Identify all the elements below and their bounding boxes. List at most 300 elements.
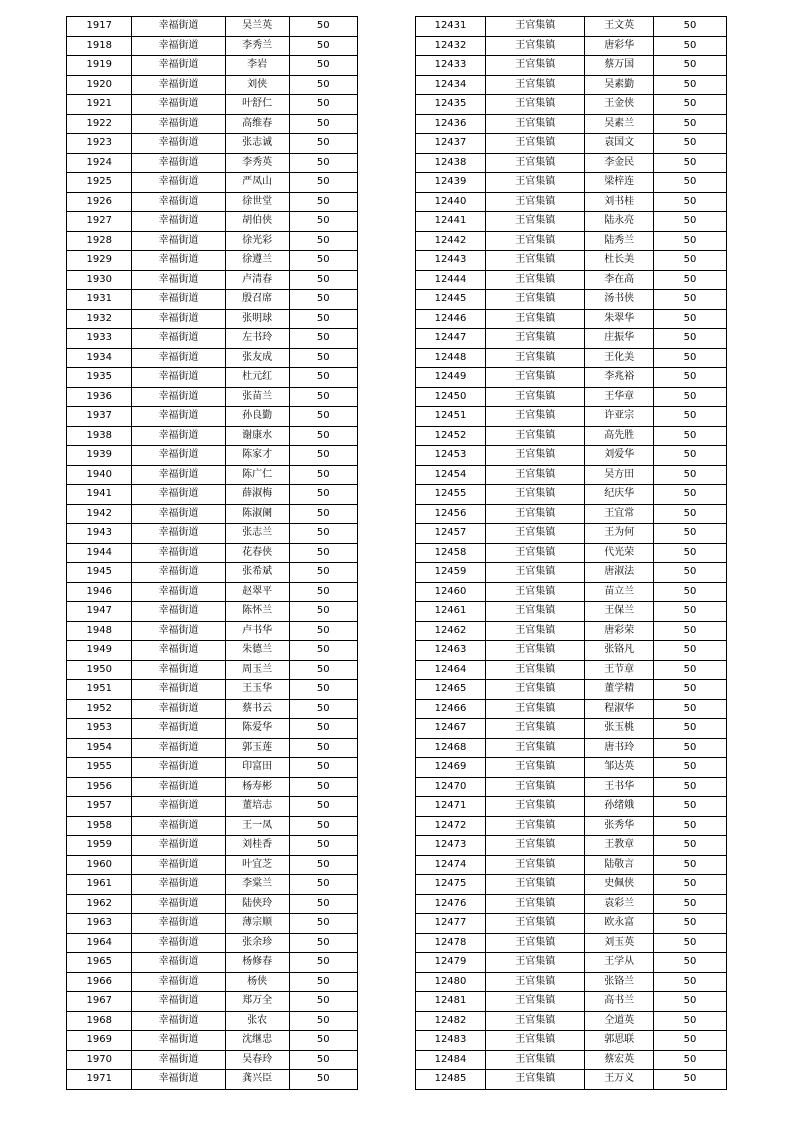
serial-number-cell: 12471 — [416, 797, 486, 817]
serial-number-cell: 1965 — [67, 953, 132, 973]
table-row — [67, 114, 358, 134]
roster-table-right — [415, 16, 727, 1090]
table-row — [416, 660, 727, 680]
amount-cell: 50 — [289, 738, 357, 758]
table-row — [416, 36, 727, 56]
person-name-cell: 严凤山 — [225, 173, 289, 193]
person-name-cell: 印富田 — [225, 758, 289, 778]
district-cell: 幸福街道 — [132, 173, 225, 193]
table-row — [416, 153, 727, 173]
district-cell: 王官集镇 — [485, 368, 585, 388]
person-name-cell: 陆秀兰 — [585, 231, 653, 251]
amount-cell: 50 — [653, 465, 726, 485]
table-row — [416, 621, 727, 641]
person-name-cell: 陆敬言 — [585, 855, 653, 875]
amount-cell: 50 — [653, 173, 726, 193]
roster-body-right — [416, 17, 727, 1090]
table-row — [67, 563, 358, 583]
person-name-cell: 李岩 — [225, 56, 289, 76]
person-name-cell: 李棠兰 — [225, 875, 289, 895]
table-row — [416, 582, 727, 602]
serial-number-cell: 12443 — [416, 251, 486, 271]
serial-number-cell: 1926 — [67, 192, 132, 212]
district-cell: 幸福街道 — [132, 36, 225, 56]
serial-number-cell: 12442 — [416, 231, 486, 251]
district-cell: 王官集镇 — [485, 680, 585, 700]
table-row — [67, 680, 358, 700]
district-cell: 王官集镇 — [485, 972, 585, 992]
amount-cell: 50 — [653, 36, 726, 56]
table-row — [67, 1070, 358, 1090]
table-row — [416, 738, 727, 758]
district-cell: 幸福街道 — [132, 309, 225, 329]
person-name-cell: 薄宗顺 — [225, 914, 289, 934]
table-row — [416, 1031, 727, 1051]
person-name-cell: 史佩侠 — [585, 875, 653, 895]
district-cell: 幸福街道 — [132, 231, 225, 251]
district-cell: 幸福街道 — [132, 816, 225, 836]
amount-cell: 50 — [653, 894, 726, 914]
amount-cell: 50 — [289, 75, 357, 95]
table-row — [416, 699, 727, 719]
table-row — [67, 777, 358, 797]
amount-cell: 50 — [653, 95, 726, 115]
table-row — [416, 894, 727, 914]
serial-number-cell: 1966 — [67, 972, 132, 992]
person-name-cell: 吴方田 — [585, 465, 653, 485]
table-row — [416, 290, 727, 310]
person-name-cell: 叶舒仁 — [225, 95, 289, 115]
serial-number-cell: 12456 — [416, 504, 486, 524]
table-row — [67, 855, 358, 875]
table-row — [416, 504, 727, 524]
amount-cell: 50 — [289, 504, 357, 524]
district-cell: 王官集镇 — [485, 836, 585, 856]
person-name-cell: 王一凤 — [225, 816, 289, 836]
amount-cell: 50 — [653, 446, 726, 466]
district-cell: 幸福街道 — [132, 660, 225, 680]
table-row — [416, 719, 727, 739]
person-name-cell: 李兆裕 — [585, 368, 653, 388]
amount-cell: 50 — [653, 738, 726, 758]
district-cell: 王官集镇 — [485, 816, 585, 836]
table-row — [67, 816, 358, 836]
district-cell: 王官集镇 — [485, 485, 585, 505]
person-name-cell: 董培志 — [225, 797, 289, 817]
district-cell: 幸福街道 — [132, 465, 225, 485]
amount-cell: 50 — [289, 1070, 357, 1090]
serial-number-cell: 12435 — [416, 95, 486, 115]
amount-cell: 50 — [653, 836, 726, 856]
person-name-cell: 郭思联 — [585, 1031, 653, 1051]
amount-cell: 50 — [289, 602, 357, 622]
district-cell: 幸福街道 — [132, 251, 225, 271]
person-name-cell: 王化美 — [585, 348, 653, 368]
amount-cell: 50 — [653, 1031, 726, 1051]
amount-cell: 50 — [289, 95, 357, 115]
table-row — [67, 173, 358, 193]
amount-cell: 50 — [289, 699, 357, 719]
person-name-cell: 欧永富 — [585, 914, 653, 934]
district-cell: 幸福街道 — [132, 56, 225, 76]
amount-cell: 50 — [289, 407, 357, 427]
person-name-cell: 唐书玲 — [585, 738, 653, 758]
district-cell: 幸福街道 — [132, 485, 225, 505]
serial-number-cell: 1947 — [67, 602, 132, 622]
table-row — [67, 621, 358, 641]
table-row — [416, 875, 727, 895]
serial-number-cell: 12458 — [416, 543, 486, 563]
district-cell: 幸福街道 — [132, 348, 225, 368]
serial-number-cell: 1930 — [67, 270, 132, 290]
table-row — [416, 173, 727, 193]
district-cell: 王官集镇 — [485, 17, 585, 37]
amount-cell: 50 — [289, 836, 357, 856]
person-name-cell: 王教章 — [585, 836, 653, 856]
district-cell: 王官集镇 — [485, 660, 585, 680]
district-cell: 王官集镇 — [485, 758, 585, 778]
district-cell: 幸福街道 — [132, 387, 225, 407]
amount-cell: 50 — [653, 251, 726, 271]
district-cell: 王官集镇 — [485, 407, 585, 427]
person-name-cell: 李在高 — [585, 270, 653, 290]
serial-number-cell: 1946 — [67, 582, 132, 602]
amount-cell: 50 — [289, 933, 357, 953]
serial-number-cell: 12452 — [416, 426, 486, 446]
amount-cell: 50 — [653, 1011, 726, 1031]
table-row — [416, 1070, 727, 1090]
amount-cell: 50 — [289, 777, 357, 797]
amount-cell: 50 — [289, 465, 357, 485]
serial-number-cell: 12437 — [416, 134, 486, 154]
district-cell: 幸福街道 — [132, 933, 225, 953]
amount-cell: 50 — [289, 270, 357, 290]
table-row — [67, 1050, 358, 1070]
serial-number-cell: 1968 — [67, 1011, 132, 1031]
table-row — [67, 270, 358, 290]
table-row — [67, 231, 358, 251]
district-cell: 王官集镇 — [485, 290, 585, 310]
serial-number-cell: 12436 — [416, 114, 486, 134]
serial-number-cell: 1944 — [67, 543, 132, 563]
district-cell: 王官集镇 — [485, 114, 585, 134]
person-name-cell: 张玉桃 — [585, 719, 653, 739]
person-name-cell: 张明球 — [225, 309, 289, 329]
person-name-cell: 唐彩荣 — [585, 621, 653, 641]
person-name-cell: 程淑华 — [585, 699, 653, 719]
district-cell: 王官集镇 — [485, 153, 585, 173]
table-row — [67, 426, 358, 446]
person-name-cell: 刘玉英 — [585, 933, 653, 953]
person-name-cell: 陈广仁 — [225, 465, 289, 485]
serial-number-cell: 1950 — [67, 660, 132, 680]
serial-number-cell: 12459 — [416, 563, 486, 583]
serial-number-cell: 1945 — [67, 563, 132, 583]
amount-cell: 50 — [653, 368, 726, 388]
person-name-cell: 张农 — [225, 1011, 289, 1031]
serial-number-cell: 12462 — [416, 621, 486, 641]
person-name-cell: 王保兰 — [585, 602, 653, 622]
serial-number-cell: 1961 — [67, 875, 132, 895]
amount-cell: 50 — [653, 641, 726, 661]
serial-number-cell: 12432 — [416, 36, 486, 56]
table-row — [67, 368, 358, 388]
serial-number-cell: 1922 — [67, 114, 132, 134]
serial-number-cell: 12453 — [416, 446, 486, 466]
district-cell: 王官集镇 — [485, 777, 585, 797]
serial-number-cell: 1964 — [67, 933, 132, 953]
serial-number-cell: 12464 — [416, 660, 486, 680]
person-name-cell: 代光荣 — [585, 543, 653, 563]
district-cell: 王官集镇 — [485, 992, 585, 1012]
person-name-cell: 朱德兰 — [225, 641, 289, 661]
person-name-cell: 胡伯侠 — [225, 212, 289, 232]
person-name-cell: 陈淑阑 — [225, 504, 289, 524]
amount-cell: 50 — [289, 446, 357, 466]
district-cell: 幸福街道 — [132, 543, 225, 563]
person-name-cell: 张志诚 — [225, 134, 289, 154]
amount-cell: 50 — [289, 1031, 357, 1051]
person-name-cell: 苗立兰 — [585, 582, 653, 602]
district-cell: 幸福街道 — [132, 212, 225, 232]
amount-cell: 50 — [653, 212, 726, 232]
person-name-cell: 蔡书云 — [225, 699, 289, 719]
amount-cell: 50 — [289, 387, 357, 407]
district-cell: 幸福街道 — [132, 875, 225, 895]
amount-cell: 50 — [653, 309, 726, 329]
table-row — [67, 1011, 358, 1031]
person-name-cell: 王文英 — [585, 17, 653, 37]
amount-cell: 50 — [653, 797, 726, 817]
amount-cell: 50 — [289, 953, 357, 973]
table-row — [67, 309, 358, 329]
person-name-cell: 张余珍 — [225, 933, 289, 953]
district-cell: 王官集镇 — [485, 953, 585, 973]
amount-cell: 50 — [653, 621, 726, 641]
amount-cell: 50 — [653, 602, 726, 622]
serial-number-cell: 1969 — [67, 1031, 132, 1051]
table-row — [416, 368, 727, 388]
table-row — [416, 777, 727, 797]
table-row — [416, 816, 727, 836]
table-row — [416, 212, 727, 232]
district-cell: 王官集镇 — [485, 914, 585, 934]
serial-number-cell: 12477 — [416, 914, 486, 934]
district-cell: 王官集镇 — [485, 231, 585, 251]
person-name-cell: 杜元红 — [225, 368, 289, 388]
amount-cell: 50 — [653, 660, 726, 680]
district-cell: 王官集镇 — [485, 797, 585, 817]
person-name-cell: 陆侠玲 — [225, 894, 289, 914]
person-name-cell: 王学从 — [585, 953, 653, 973]
district-cell: 王官集镇 — [485, 387, 585, 407]
amount-cell: 50 — [289, 972, 357, 992]
district-cell: 幸福街道 — [132, 1050, 225, 1070]
person-name-cell: 吴兰英 — [225, 17, 289, 37]
serial-number-cell: 1949 — [67, 641, 132, 661]
amount-cell: 50 — [653, 582, 726, 602]
table-row — [67, 524, 358, 544]
serial-number-cell: 12461 — [416, 602, 486, 622]
district-cell: 幸福街道 — [132, 836, 225, 856]
amount-cell: 50 — [653, 543, 726, 563]
amount-cell: 50 — [653, 563, 726, 583]
table-row — [416, 680, 727, 700]
table-row — [67, 36, 358, 56]
serial-number-cell: 12449 — [416, 368, 486, 388]
amount-cell: 50 — [289, 56, 357, 76]
amount-cell: 50 — [289, 309, 357, 329]
person-name-cell: 王金侠 — [585, 95, 653, 115]
amount-cell: 50 — [653, 855, 726, 875]
amount-cell: 50 — [289, 621, 357, 641]
amount-cell: 50 — [289, 914, 357, 934]
amount-cell: 50 — [289, 855, 357, 875]
district-cell: 王官集镇 — [485, 329, 585, 349]
amount-cell: 50 — [653, 231, 726, 251]
district-cell: 幸福街道 — [132, 992, 225, 1012]
table-row — [416, 992, 727, 1012]
person-name-cell: 蔡宏英 — [585, 1050, 653, 1070]
person-name-cell: 朱翠华 — [585, 309, 653, 329]
amount-cell: 50 — [653, 816, 726, 836]
district-cell: 王官集镇 — [485, 1031, 585, 1051]
district-cell: 王官集镇 — [485, 426, 585, 446]
table-row — [67, 387, 358, 407]
person-name-cell: 王书华 — [585, 777, 653, 797]
district-cell: 王官集镇 — [485, 933, 585, 953]
person-name-cell: 杜长美 — [585, 251, 653, 271]
serial-number-cell: 12439 — [416, 173, 486, 193]
amount-cell: 50 — [653, 524, 726, 544]
district-cell: 王官集镇 — [485, 582, 585, 602]
serial-number-cell: 1971 — [67, 1070, 132, 1090]
table-row — [416, 192, 727, 212]
district-cell: 王官集镇 — [485, 738, 585, 758]
serial-number-cell: 12455 — [416, 485, 486, 505]
serial-number-cell: 1933 — [67, 329, 132, 349]
table-row — [67, 933, 358, 953]
person-name-cell: 汤书侠 — [585, 290, 653, 310]
table-row — [416, 75, 727, 95]
amount-cell: 50 — [289, 680, 357, 700]
table-row — [416, 543, 727, 563]
person-name-cell: 杨侠 — [225, 972, 289, 992]
roster-table-left — [66, 16, 358, 1090]
district-cell: 王官集镇 — [485, 1011, 585, 1031]
table-row — [416, 465, 727, 485]
serial-number-cell: 1957 — [67, 797, 132, 817]
amount-cell: 50 — [653, 504, 726, 524]
serial-number-cell: 1970 — [67, 1050, 132, 1070]
table-row — [416, 231, 727, 251]
person-name-cell: 王华章 — [585, 387, 653, 407]
serial-number-cell: 1943 — [67, 524, 132, 544]
serial-number-cell: 12448 — [416, 348, 486, 368]
table-row — [67, 992, 358, 1012]
amount-cell: 50 — [653, 426, 726, 446]
table-row — [416, 563, 727, 583]
table-row — [416, 17, 727, 37]
table-row — [416, 855, 727, 875]
person-name-cell: 陆永亮 — [585, 212, 653, 232]
person-name-cell: 叶宜芝 — [225, 855, 289, 875]
table-row — [67, 719, 358, 739]
district-cell: 王官集镇 — [485, 524, 585, 544]
amount-cell: 50 — [289, 192, 357, 212]
person-name-cell: 孙良勤 — [225, 407, 289, 427]
district-cell: 王官集镇 — [485, 719, 585, 739]
person-name-cell: 刘爱华 — [585, 446, 653, 466]
amount-cell: 50 — [289, 17, 357, 37]
person-name-cell: 徐世堂 — [225, 192, 289, 212]
district-cell: 幸福街道 — [132, 290, 225, 310]
serial-number-cell: 1921 — [67, 95, 132, 115]
serial-number-cell: 1924 — [67, 153, 132, 173]
district-cell: 幸福街道 — [132, 1070, 225, 1090]
person-name-cell: 纪庆华 — [585, 485, 653, 505]
serial-number-cell: 1932 — [67, 309, 132, 329]
table-row — [416, 56, 727, 76]
table-row — [416, 1050, 727, 1070]
amount-cell: 50 — [653, 972, 726, 992]
table-row — [416, 446, 727, 466]
serial-number-cell: 12446 — [416, 309, 486, 329]
person-name-cell: 沈继忠 — [225, 1031, 289, 1051]
district-cell: 幸福街道 — [132, 758, 225, 778]
amount-cell: 50 — [289, 173, 357, 193]
person-name-cell: 王玉华 — [225, 680, 289, 700]
person-name-cell: 袁彩兰 — [585, 894, 653, 914]
person-name-cell: 王为何 — [585, 524, 653, 544]
person-name-cell: 谢康水 — [225, 426, 289, 446]
serial-number-cell: 12447 — [416, 329, 486, 349]
amount-cell: 50 — [289, 563, 357, 583]
person-name-cell: 张苗兰 — [225, 387, 289, 407]
person-name-cell: 李金民 — [585, 153, 653, 173]
table-row — [416, 1011, 727, 1031]
table-row — [67, 348, 358, 368]
serial-number-cell: 1917 — [67, 17, 132, 37]
person-name-cell: 王宜常 — [585, 504, 653, 524]
person-name-cell: 董学精 — [585, 680, 653, 700]
serial-number-cell: 12445 — [416, 290, 486, 310]
district-cell: 幸福街道 — [132, 134, 225, 154]
person-name-cell: 王万义 — [585, 1070, 653, 1090]
serial-number-cell: 12463 — [416, 641, 486, 661]
person-name-cell: 李秀英 — [225, 153, 289, 173]
table-row — [416, 524, 727, 544]
serial-number-cell: 1942 — [67, 504, 132, 524]
person-name-cell: 唐彩华 — [585, 36, 653, 56]
district-cell: 幸福街道 — [132, 75, 225, 95]
table-row — [67, 153, 358, 173]
person-name-cell: 仝道英 — [585, 1011, 653, 1031]
serial-number-cell: 12484 — [416, 1050, 486, 1070]
person-name-cell: 张秀华 — [585, 816, 653, 836]
district-cell: 王官集镇 — [485, 173, 585, 193]
amount-cell: 50 — [289, 582, 357, 602]
table-row — [416, 953, 727, 973]
district-cell: 幸福街道 — [132, 1011, 225, 1031]
amount-cell: 50 — [653, 17, 726, 37]
serial-number-cell: 12479 — [416, 953, 486, 973]
serial-number-cell: 12473 — [416, 836, 486, 856]
person-name-cell: 周玉兰 — [225, 660, 289, 680]
person-name-cell: 陈家才 — [225, 446, 289, 466]
person-name-cell: 陈怀兰 — [225, 602, 289, 622]
district-cell: 幸福街道 — [132, 641, 225, 661]
